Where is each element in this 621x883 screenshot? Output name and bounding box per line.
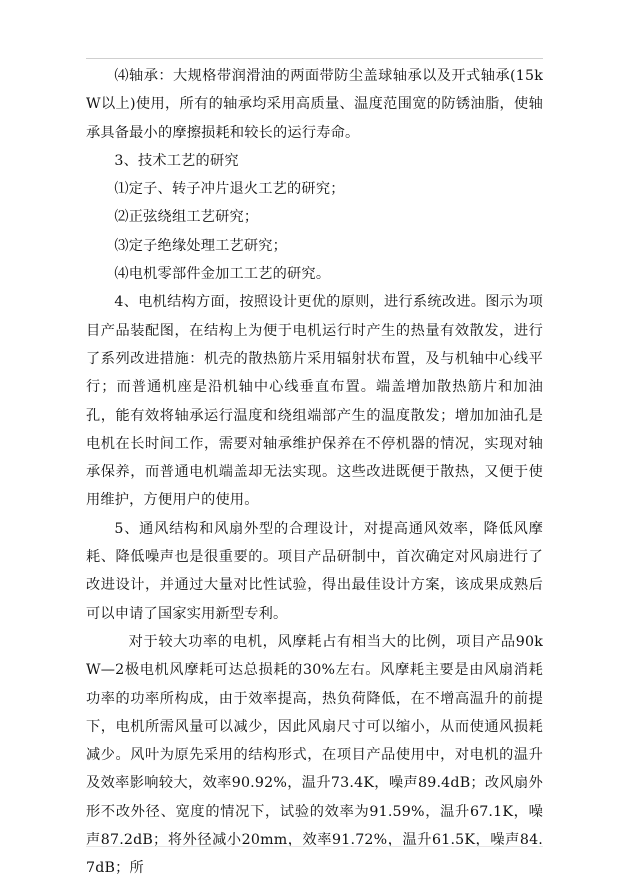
footer-divider <box>86 846 543 847</box>
paragraph-structure: 4、电机结构方面，按照设计更优的原则，进行系统改进。图示为项目产品装配图，在结构上为便于电机运行时产生的热量有效散发，进行了系列改进措施：机壳的散热筋片采用辐射状布置，及与机轴中心线平行；而普通机座是沿机轴中心线垂直布置。端盖增加散热筋片和加油孔，能有效将轴承运行温度和绕组端部产生的温度散发；增加加油孔是电机在长时间工作，需要对轴承维护保养在不停机器的情况，实现对轴承保养，而普通电机端盖却无法实现。这些改进既便于散热，又便于使用维护，方便用户的使用。 <box>86 294 543 509</box>
section-heading-process: 3、技术工艺的研究 <box>114 152 239 169</box>
list-item-machining: ⑷电机零部件金加工工艺的研究。 <box>114 266 331 283</box>
list-item-insulation: ⑶定子绝缘处理工艺研究； <box>114 237 288 254</box>
header-divider <box>86 58 543 59</box>
paragraph-ventilation: 5、通风结构和风扇外型的合理设计，对提高通风效率，降低风摩耗、降低噪声也是很重要的。项目产品研制中，首次确定对风扇进行了改进设计，并通过大量对比性试验，得出最佳设计方案，该成果成熟后可以申请了国家实用新型专利。 <box>86 520 543 622</box>
list-item-annealing: ⑴定子、转子冲片退火工艺的研究； <box>114 181 345 198</box>
paragraph-bearing: ⑷轴承：大规格带润滑油的两面带防尘盖球轴承以及开式轴承(15kW以上)使用，所有的轴承均采用高质量、温度范围宽的防锈油脂，使轴承具备最小的摩擦损耗和较长的运行寿命。 <box>86 68 543 141</box>
document-body <box>86 62 543 883</box>
paragraph-fan-loss: 对于较大功率的电机，风摩耗占有相当大的比例，项目产品90kW—2极电机风摩耗可达总损耗的30%左右。风摩耗主要是由风扇消耗功率的功率所构成，由于效率提高，热负荷降低，在不增高温升的前提下，电机所需风量可以减少，因此风扇尺寸可以缩小，从而使通风损耗减少。风叶为原先采用的结构形式，在项目产品使用中，对电机的温升及效率影响较大，效率90.92%，温升73.4K，噪声89.4dB；改风扇外形不改外径、宽度的情况下，试验的效率为91.59%，温升67.1K，噪声87.2dB；将外径减小20mm，效率91.72%，温升61.5K，噪声84.7dB；所 <box>86 633 543 877</box>
list-item-winding: ⑵正弦绕组工艺研究； <box>114 209 259 226</box>
